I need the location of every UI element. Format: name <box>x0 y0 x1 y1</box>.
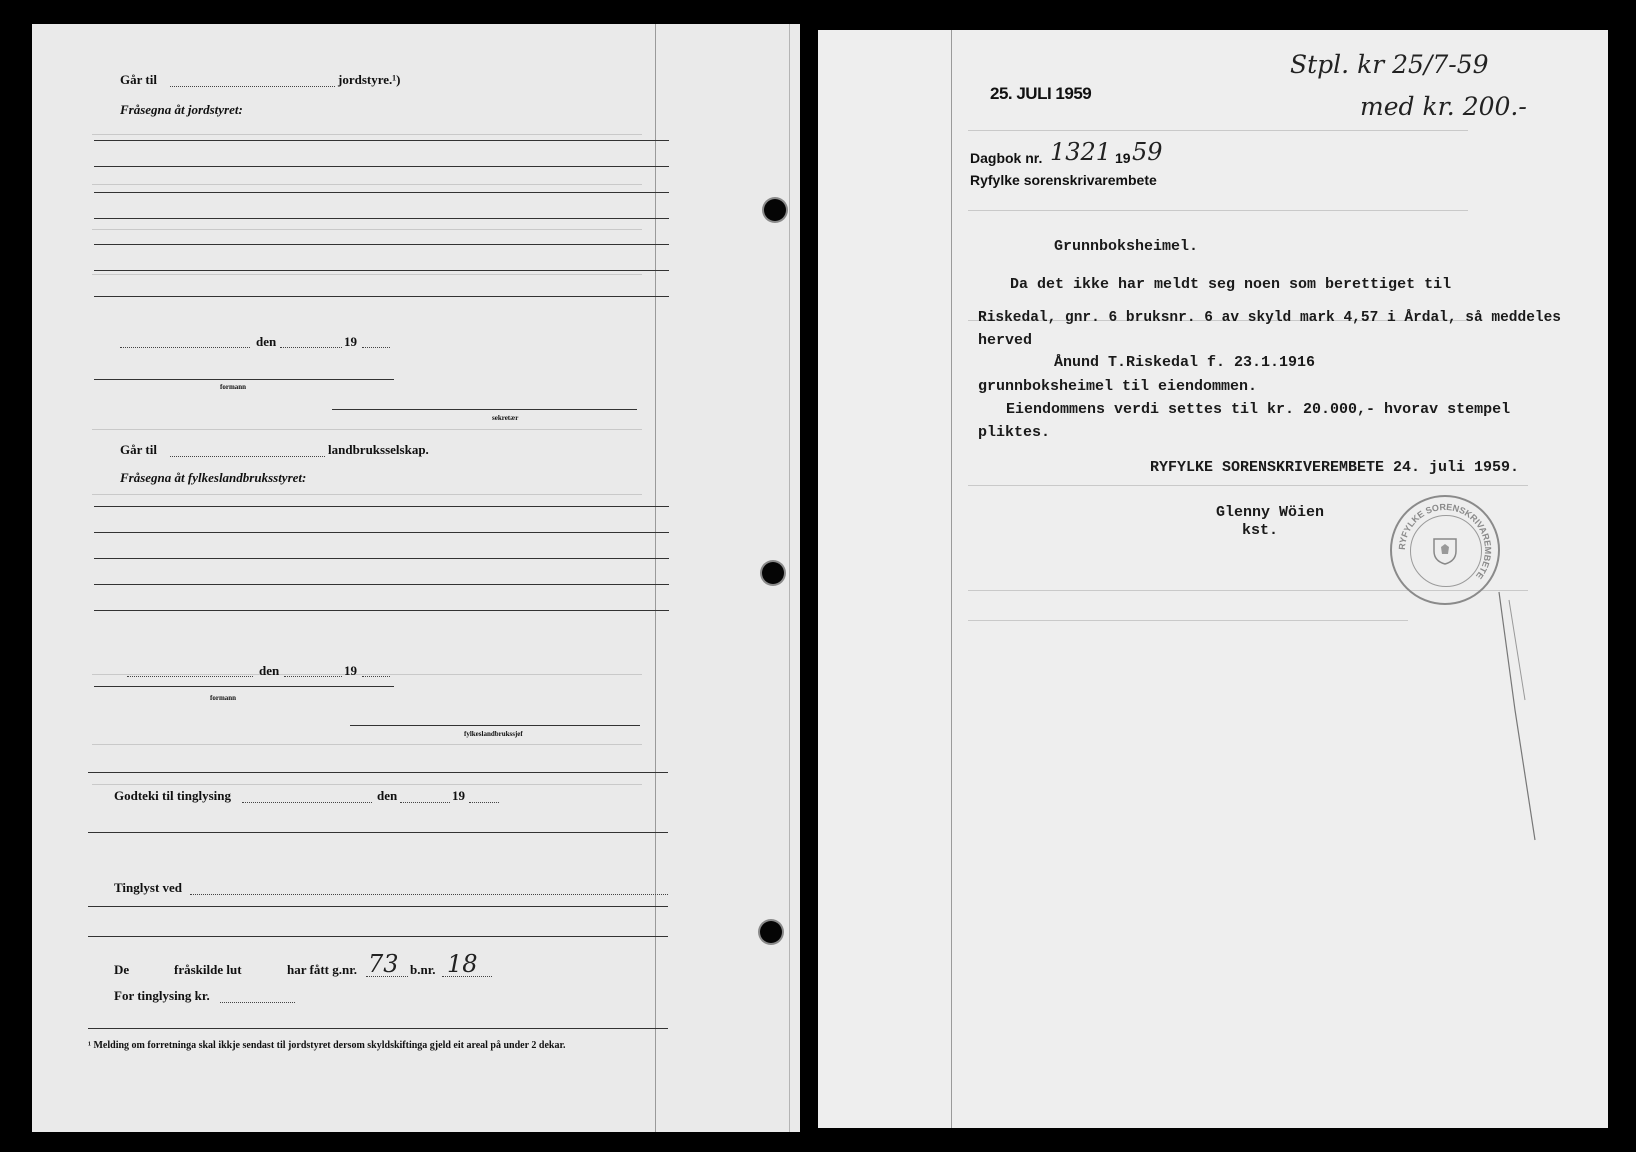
handwritten-note-line1: Stpl. kr 25/7-59 <box>1290 50 1489 79</box>
fylkeslandbrukssjef-signature-line <box>350 725 640 726</box>
gar-til-landbruk-label: Går til <box>120 442 157 457</box>
den-label: den <box>259 663 280 678</box>
faint-line <box>92 494 642 495</box>
seal-text: RYFYLKE SORENSKRIVAREMBETE <box>1396 501 1494 581</box>
statement-line <box>94 166 669 167</box>
godteki-year-line <box>469 802 499 803</box>
statement-line <box>94 244 669 245</box>
gar-til-label: Går til <box>120 72 157 87</box>
sekretaer-label: sekretær <box>492 414 519 422</box>
date-line <box>284 676 342 677</box>
divider-line <box>88 906 668 907</box>
gnr-line <box>366 976 408 977</box>
year-prefix: 19 <box>344 334 357 349</box>
page-fold-line <box>951 30 952 1128</box>
tinglysing-kr-label: For tinglysing kr. <box>114 988 210 1003</box>
body-line3: herved <box>978 332 1033 349</box>
faint-line <box>92 229 642 230</box>
jordstyre-suffix: jordstyre.¹) <box>338 72 401 87</box>
faint-line <box>92 184 642 185</box>
dagbok-number: 1321 <box>1050 138 1112 166</box>
punch-hole <box>760 921 782 943</box>
place-line <box>120 347 250 348</box>
faint-line <box>92 274 642 275</box>
page-fold-line <box>655 24 656 1132</box>
tinglyst-line <box>190 894 668 895</box>
statement-line <box>94 506 669 507</box>
gnr-value: 73 <box>368 950 399 978</box>
body-line2: Riskedal, gnr. 6 bruksnr. 6 av skyld mark 4,57 i Årdal, så meddeles <box>978 310 1561 326</box>
footnote: ¹ Melding om forretninga skal ikkje sendast til jordstyret dersom skyldskiftinga gjeld eit areal på under 2 dekar. <box>88 1040 566 1051</box>
faint-line <box>92 784 642 785</box>
year-line <box>362 676 390 677</box>
year-line <box>362 347 390 348</box>
godteki-place-line <box>242 802 372 803</box>
signature-place-date: RYFYLKE SORENSKRIVEREMBETE 24. juli 1959. <box>1150 459 1520 476</box>
punch-hole <box>764 199 786 221</box>
tinglysing-kr-line <box>220 1002 295 1003</box>
statement-line <box>94 610 669 611</box>
dagbok-year-prefix: 19 <box>1115 150 1131 166</box>
jordstyre-name-line <box>170 86 335 87</box>
faint-line <box>968 485 1528 486</box>
fylkeslandbrukssjef-label: fylkeslandbrukssjef <box>464 730 523 738</box>
landbruk-name-line <box>170 456 325 457</box>
fraasegna-jordstyret-label: Fråsegna åt jordstyret: <box>120 102 243 117</box>
statement-line <box>94 192 669 193</box>
statement-line <box>94 296 669 297</box>
bnr-value: 18 <box>447 950 478 978</box>
page-edge-line <box>789 24 790 1132</box>
divider-line <box>88 832 668 833</box>
place-line <box>127 676 253 677</box>
faint-line <box>968 620 1408 621</box>
body-name: Ånund T.Riskedal f. 23.1.1916 <box>1054 354 1316 371</box>
formann-label: formann <box>210 694 237 702</box>
statement-line <box>94 558 669 559</box>
formann-label: formann <box>220 383 247 391</box>
de-label: De <box>114 962 130 977</box>
landbruk-suffix: landbruksselskap. <box>328 442 429 457</box>
bnr-line <box>442 976 492 977</box>
left-page <box>32 24 800 1132</box>
faint-line <box>92 744 642 745</box>
har-faatt-gnr-label: har fått g.nr. <box>287 962 358 977</box>
godteki-label: Godteki til tinglysing <box>114 788 232 803</box>
faint-line <box>968 210 1468 211</box>
signer-title: kst. <box>1242 522 1279 539</box>
dagbok-label: Dagbok nr. <box>970 150 1043 166</box>
statement-line <box>94 270 669 271</box>
godteki-year-prefix: 19 <box>452 788 465 803</box>
heading: Grunnboksheimel. <box>1054 238 1199 255</box>
statement-line <box>94 532 669 533</box>
faint-line <box>92 134 642 135</box>
punch-hole <box>762 562 784 584</box>
fraskilde-lut-label: fråskilde lut <box>174 962 242 977</box>
section-divider <box>88 772 668 773</box>
pencil-mark <box>1495 590 1565 850</box>
office-seal <box>1390 495 1500 605</box>
godteki-date-line <box>400 802 450 803</box>
faint-line <box>92 674 642 675</box>
tinglyst-label: Tinglyst ved <box>114 880 183 895</box>
formann-signature-line <box>94 686 394 687</box>
den-label: den <box>256 334 277 349</box>
signer-name: Glenny Wöien <box>1216 504 1325 521</box>
date-line <box>280 347 342 348</box>
formann-signature-line <box>94 379 394 380</box>
office-name: Ryfylke sorenskrivarembete <box>970 172 1157 188</box>
body-line5: Eiendommens verdi settes til kr. 20.000,- hvorav stempel <box>1006 401 1511 418</box>
body-line1: Da det ikke har meldt seg noen som berettiget til <box>1010 276 1452 293</box>
handwritten-note-line2: med kr. 200.- <box>1360 92 1527 121</box>
body-line6: pliktes. <box>978 424 1051 441</box>
footnote-divider <box>88 1028 668 1029</box>
seal-crest-icon <box>1432 535 1458 565</box>
statement-line <box>94 218 669 219</box>
date-stamp: 25. JULI 1959 <box>990 84 1092 103</box>
divider-line <box>88 936 668 937</box>
sekretaer-signature-line <box>332 409 637 410</box>
faint-line <box>92 429 642 430</box>
godteki-den-label: den <box>377 788 398 803</box>
dagbok-year-suffix: 59 <box>1132 138 1163 166</box>
bnr-label: b.nr. <box>410 962 436 977</box>
year-prefix: 19 <box>344 663 357 678</box>
statement-line <box>94 140 669 141</box>
fraasegna-landbruk-label: Fråsegna åt fylkeslandbruksstyret: <box>120 470 307 485</box>
body-line4: grunnboksheimel til eiendommen. <box>978 378 1258 395</box>
statement-line <box>94 584 669 585</box>
faint-line <box>968 130 1468 131</box>
